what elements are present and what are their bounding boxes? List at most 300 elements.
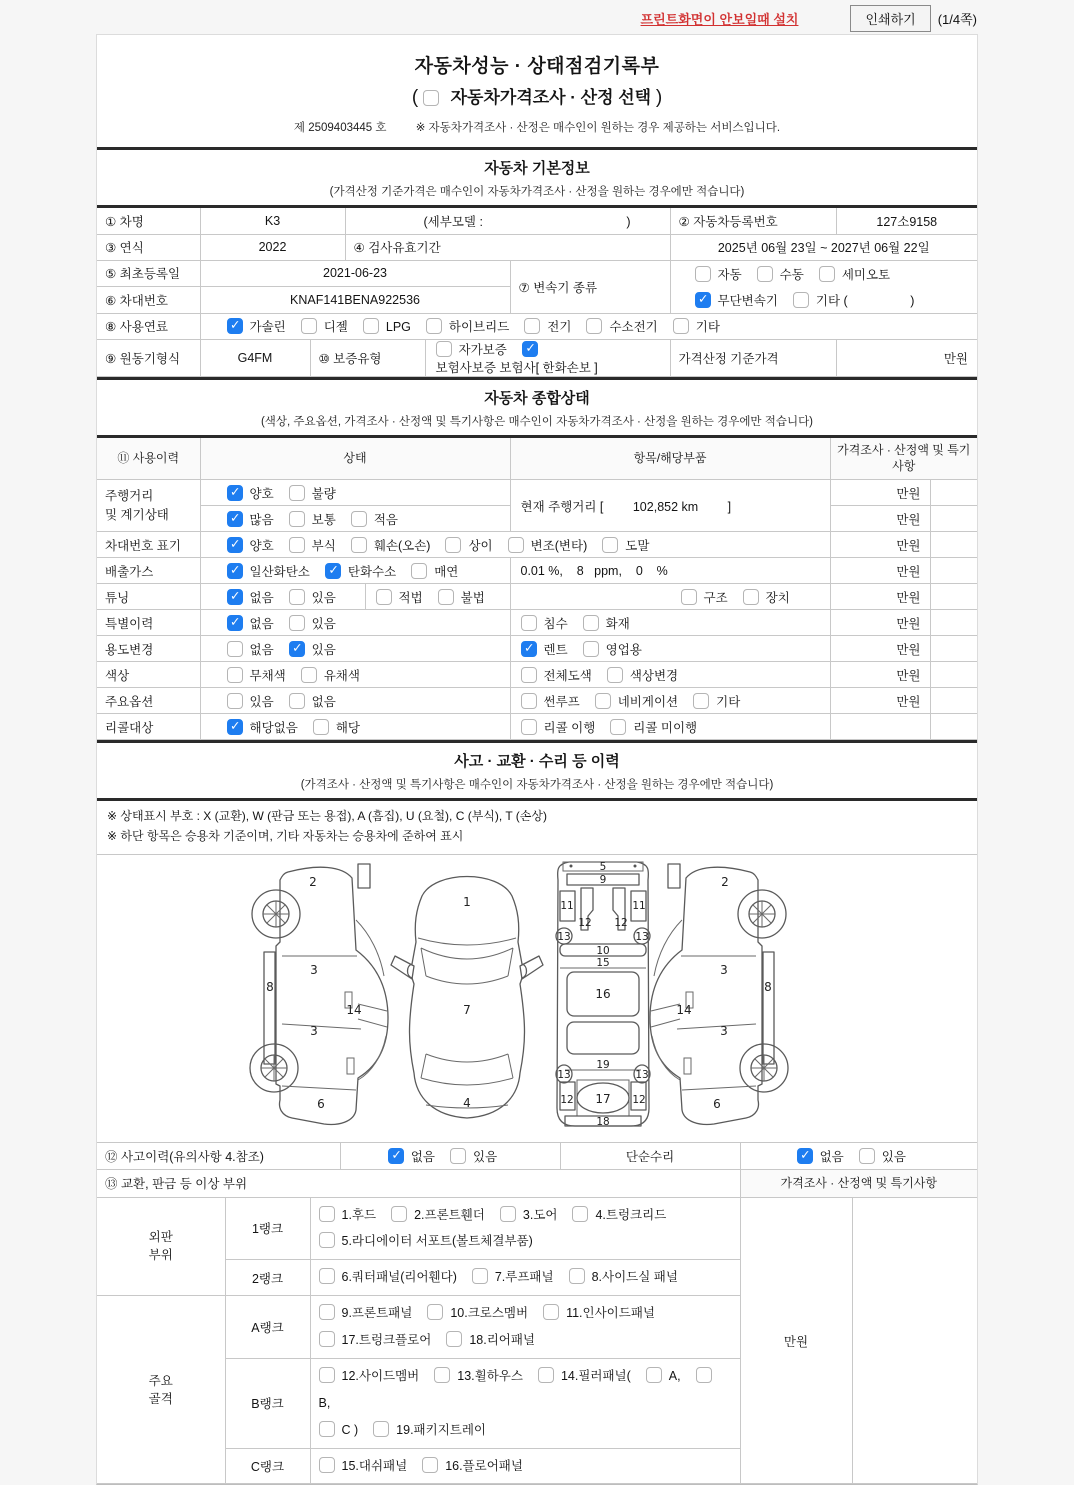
table-row xyxy=(97,260,977,287)
mileage-row-label xyxy=(97,480,200,532)
group-label-line: 부위 xyxy=(148,1248,173,1263)
accident-header xyxy=(97,740,977,801)
print-button[interactable]: 인쇄하기 xyxy=(850,5,930,32)
legend-note-1: ※ 상태표시 부호 : X (교환), W (판금 또는 용접), A (흠집), U (요철), C (부식), T (손상) xyxy=(107,809,547,823)
checkbox-label: 4.트렁크리드 xyxy=(595,1207,667,1222)
checkbox-label: 있음 xyxy=(311,616,336,631)
exterior-group-label xyxy=(97,1198,225,1296)
checkbox[interactable] xyxy=(227,589,243,605)
checkbox-label: 구조 xyxy=(703,590,728,605)
checkbox[interactable] xyxy=(673,318,689,334)
checkbox[interactable] xyxy=(313,719,329,735)
checkbox[interactable] xyxy=(569,1268,585,1284)
group-label-line: 외판 xyxy=(148,1230,173,1245)
checkbox[interactable] xyxy=(351,537,367,553)
diagram-number: 9 xyxy=(599,873,607,886)
checkbox[interactable] xyxy=(696,1367,712,1383)
checkbox[interactable] xyxy=(325,563,341,579)
checkbox[interactable] xyxy=(583,615,599,631)
diagram-number: 15 xyxy=(596,956,610,969)
checkbox[interactable] xyxy=(586,318,602,334)
paren-close: ) xyxy=(655,87,663,108)
legend-notes xyxy=(97,801,977,855)
checkbox[interactable] xyxy=(289,485,305,501)
checkbox[interactable] xyxy=(508,537,524,553)
recall-state-options xyxy=(200,714,510,740)
transmission-label: ⑦ 변속기 종류 xyxy=(510,260,670,313)
checkbox-label: 2.프론트휀더 xyxy=(414,1207,485,1222)
note-cell xyxy=(930,636,977,662)
vin-label: ⑥ 차대번호 xyxy=(97,287,200,314)
odometer-close: ] xyxy=(727,499,732,514)
checkbox-label: 수동 xyxy=(779,267,804,282)
submodel-label: (세부모델 : xyxy=(423,214,483,229)
comprehensive-subtitle: (색상, 주요옵션, 가격조사 · 산정액 및 특기사항은 매수인이 자동차가격조사 · 산정을 원하는 경우에만 적습니다) xyxy=(260,415,814,428)
usage-change-item-options xyxy=(510,636,830,662)
checkbox-label: 15.대쉬패널 xyxy=(341,1458,408,1473)
checkbox-label: 장치 xyxy=(765,590,790,605)
checkbox-label: 적음 xyxy=(373,512,398,527)
checkbox[interactable] xyxy=(524,318,540,334)
document-title: 자동차성능 · 상태점검기록부 xyxy=(414,56,660,77)
checkbox[interactable] xyxy=(227,318,243,334)
rankC-label: C랭크 xyxy=(225,1448,310,1484)
checkbox-label: 매연 xyxy=(434,564,459,579)
table-row xyxy=(97,662,977,688)
checkbox[interactable] xyxy=(695,292,711,308)
checkbox[interactable] xyxy=(521,667,537,683)
price-survey-select xyxy=(97,83,977,109)
checkbox[interactable] xyxy=(521,641,537,657)
diagram-number: 8 xyxy=(764,979,772,994)
main-option-item-options xyxy=(510,688,830,714)
checkbox-label: LPG xyxy=(385,320,411,334)
price-note-header: 가격조사 · 산정액 및 특기사항 xyxy=(740,1170,977,1197)
checkbox-label: 11.인사이드패널 xyxy=(566,1306,655,1321)
comprehensive-header xyxy=(97,377,977,438)
checkbox[interactable] xyxy=(543,1304,559,1320)
inspection-period: 2025년 06월 23일 ~ 2027년 06월 22일 xyxy=(670,234,977,260)
checkbox[interactable] xyxy=(446,1331,462,1347)
table-row xyxy=(97,234,977,260)
year-label: ③ 연식 xyxy=(97,234,200,260)
checkbox[interactable] xyxy=(227,667,243,683)
checkbox[interactable] xyxy=(595,693,611,709)
legend-note-2: ※ 하단 항목은 승용차 기준이며, 기타 자동차는 승용차에 준하여 표시 xyxy=(107,828,464,843)
simple-repair-options xyxy=(740,1143,977,1170)
col-item-part: 항목/해당부품 xyxy=(510,438,830,480)
note-cell xyxy=(830,714,930,740)
price-survey-checkbox[interactable] xyxy=(423,90,439,106)
checkbox-label: 19.패키지트레이 xyxy=(396,1422,486,1437)
checkbox-label: 3.도어 xyxy=(522,1207,558,1222)
checkbox-label: 가솔린 xyxy=(249,320,286,334)
odometer-value: 102,852 km xyxy=(632,499,699,514)
price-unit-cell: 만원 xyxy=(830,558,930,584)
basic-info-table xyxy=(97,208,977,377)
table-row xyxy=(97,532,977,558)
checkbox[interactable] xyxy=(289,693,305,709)
diagram-number: 5 xyxy=(599,860,607,873)
checkbox[interactable] xyxy=(793,292,809,308)
checkbox[interactable] xyxy=(319,1421,335,1437)
checkbox-label: 자동 xyxy=(717,267,742,282)
vin-display-label: 차대번호 표기 xyxy=(97,532,200,558)
price-survey-label: 자동차가격조사 · 산정 선택 xyxy=(450,88,652,107)
checkbox[interactable] xyxy=(434,1367,450,1383)
checkbox[interactable] xyxy=(289,537,305,553)
inspection-document xyxy=(96,34,978,1485)
car-damage-diagram xyxy=(97,855,977,1143)
transmission-options-row2 xyxy=(671,287,978,313)
mileage-label-2: 및 계기상태 xyxy=(105,507,169,522)
diagram-number: 16 xyxy=(595,986,611,1001)
fuel-label: ⑧ 사용연료 xyxy=(97,313,200,339)
checkbox[interactable] xyxy=(227,485,243,501)
checkbox[interactable] xyxy=(289,589,305,605)
checkbox[interactable] xyxy=(411,563,427,579)
price-unit-cell: 만원 xyxy=(830,610,930,636)
diagram-number: 2 xyxy=(721,874,729,889)
diagram-number: 14 xyxy=(346,1002,362,1017)
note-cell xyxy=(930,584,977,610)
checkbox[interactable] xyxy=(695,266,711,282)
comprehensive-table xyxy=(97,438,977,741)
checkbox-label: 불량 xyxy=(311,486,336,501)
toolbar xyxy=(0,0,977,34)
engine-label: ⑨ 원동기형식 xyxy=(97,339,200,376)
checkbox-label: 보험사보증 보험사[ 한화손보 ] xyxy=(435,360,598,375)
vin-value: KNAF141BENA922536 xyxy=(200,287,510,314)
diagram-number: 3 xyxy=(720,962,728,977)
table-row xyxy=(97,714,977,740)
emission-label: 배출가스 xyxy=(97,558,200,584)
checkbox[interactable] xyxy=(351,511,367,527)
main-option-state-options xyxy=(200,688,510,714)
checkbox[interactable] xyxy=(757,266,773,282)
note-cell xyxy=(930,714,977,740)
table-row xyxy=(97,1170,977,1197)
checkbox-label: 18.리어패널 xyxy=(469,1333,536,1348)
checkbox-label: 하이브리드 xyxy=(448,320,510,334)
diagram-number: 19 xyxy=(596,1058,610,1071)
price-base-label: 가격산정 기준가격 xyxy=(670,339,836,376)
checkbox[interactable] xyxy=(422,1457,438,1473)
year-value: 2022 xyxy=(200,234,345,260)
table-row xyxy=(97,610,977,636)
checkbox-label: 있음 xyxy=(249,694,274,709)
diagram-number: 12 xyxy=(578,916,592,929)
checkbox[interactable] xyxy=(572,1206,588,1222)
checkbox-label: 일산화탄소 xyxy=(249,564,310,579)
transmission-options-row1 xyxy=(671,261,978,287)
checkbox[interactable] xyxy=(301,667,317,683)
rankA-label: A랭크 xyxy=(225,1296,310,1359)
checkbox-label: 17.트렁크플로어 xyxy=(341,1333,432,1348)
table-row xyxy=(97,688,977,714)
checkbox[interactable] xyxy=(538,1367,554,1383)
rank1-options xyxy=(310,1198,740,1260)
checkbox[interactable] xyxy=(646,1367,662,1383)
car-name-label: ① 차명 xyxy=(97,208,200,234)
checkbox[interactable] xyxy=(607,667,623,683)
diagram-number: 12 xyxy=(614,916,628,929)
diagram-number: 11 xyxy=(560,899,574,912)
checkbox[interactable] xyxy=(319,1367,335,1383)
table-row xyxy=(97,1198,977,1260)
checkbox[interactable] xyxy=(388,1148,404,1164)
rank-table xyxy=(97,1198,977,1485)
checkbox-label: 12.사이드멤버 xyxy=(341,1368,420,1383)
checkbox[interactable] xyxy=(602,537,618,553)
table-row xyxy=(97,208,977,234)
checkbox[interactable] xyxy=(426,318,442,334)
tuning-legal-options xyxy=(365,584,510,610)
checkbox[interactable] xyxy=(289,511,305,527)
color-label: 색상 xyxy=(97,662,200,688)
diagram-number: 3 xyxy=(310,962,318,977)
checkbox-label: 화재 xyxy=(605,616,630,631)
checkbox[interactable] xyxy=(227,563,243,579)
checkbox[interactable] xyxy=(376,589,392,605)
emission-options xyxy=(200,558,510,584)
vin-display-options xyxy=(200,532,830,558)
checkbox[interactable] xyxy=(319,1206,335,1222)
table-row xyxy=(97,584,977,610)
checkbox[interactable] xyxy=(289,615,305,631)
color-item-options xyxy=(510,662,830,688)
checkbox-label: 적법 xyxy=(398,590,423,605)
checkbox-label: 5.라디에이터 서포트(볼트체결부품) xyxy=(341,1234,533,1249)
checkbox-label: 8.사이드실 패널 xyxy=(591,1270,678,1285)
checkbox[interactable] xyxy=(521,719,537,735)
first-reg-date: 2021-06-23 xyxy=(200,260,510,287)
rankA-options xyxy=(310,1296,740,1359)
special-history-label: 특별이력 xyxy=(97,610,200,636)
price-unit-cell: 만원 xyxy=(830,662,930,688)
checkbox-label: C ) xyxy=(341,1422,359,1437)
note-cell xyxy=(930,532,977,558)
car-diagram-svg xyxy=(230,858,790,1138)
note-cell xyxy=(930,480,977,506)
table-row xyxy=(97,558,977,584)
checkbox[interactable] xyxy=(450,1148,466,1164)
tuning-label: 튜닝 xyxy=(97,584,200,610)
checkbox[interactable] xyxy=(438,589,454,605)
checkbox-label: 렌트 xyxy=(543,642,568,657)
rankB-label: B랭크 xyxy=(225,1358,310,1448)
checkbox-label: 자가보증 xyxy=(458,342,507,357)
simple-repair-label: 단순수리 xyxy=(560,1143,740,1170)
checkbox-label: 변조(변타) xyxy=(530,538,588,553)
col-price-note: 가격조사 · 산정액 및 특기사항 xyxy=(830,438,977,480)
checkbox[interactable] xyxy=(797,1148,813,1164)
checkbox[interactable] xyxy=(373,1421,389,1437)
basic-info-header xyxy=(97,147,977,208)
submodel-close: ) xyxy=(626,214,631,229)
checkbox-label: 디젤 xyxy=(323,320,348,334)
checkbox-label: 7.루프패널 xyxy=(494,1270,554,1285)
checkbox-label: 탄화수소 xyxy=(347,564,397,579)
diagram-number: 3 xyxy=(720,1023,728,1038)
group-label-line: 주요 xyxy=(148,1373,173,1388)
diagram-number: 14 xyxy=(676,1002,692,1017)
abnormal-parts-header-table xyxy=(97,1170,977,1198)
checkbox-label: 9.프론트패널 xyxy=(341,1306,413,1321)
checkbox[interactable] xyxy=(319,1232,335,1248)
checkbox-label: 보통 xyxy=(311,512,336,527)
rankC-options xyxy=(310,1448,740,1484)
service-note: ※ 자동차가격조사 · 산정은 매수인이 원하는 경우 제공하는 서비스입니다. xyxy=(415,122,781,134)
checkbox-label: 없음 xyxy=(249,616,274,631)
diagram-number: 13 xyxy=(635,1068,649,1081)
checkbox-label: 있음 xyxy=(473,1149,498,1164)
checkbox[interactable] xyxy=(319,1304,335,1320)
col-state: 상태 xyxy=(200,438,510,480)
checkbox[interactable] xyxy=(445,537,461,553)
checkbox-label: 상이 xyxy=(468,538,493,553)
diagram-number: 4 xyxy=(463,1095,471,1110)
paren-open: ( xyxy=(411,87,419,108)
checkbox[interactable] xyxy=(227,641,243,657)
checkbox-label: 양호 xyxy=(249,486,274,501)
checkbox-label: 있음 xyxy=(311,642,336,657)
note-cell xyxy=(930,558,977,584)
special-item-options xyxy=(510,610,830,636)
checkbox[interactable] xyxy=(583,641,599,657)
recall-label: 리콜대상 xyxy=(97,714,200,740)
car-name-value: K3 xyxy=(200,208,345,234)
checkbox-label: 16.플로어패널 xyxy=(445,1458,523,1473)
checkbox-label: 기타 xyxy=(695,320,720,334)
checkbox-label: 침수 xyxy=(543,616,568,631)
checkbox[interactable] xyxy=(521,693,537,709)
checkbox-label: 10.크로스멤버 xyxy=(450,1306,529,1321)
mileage-amount-options xyxy=(200,506,510,532)
checkbox[interactable] xyxy=(227,537,243,553)
diagram-number: 3 xyxy=(310,1023,318,1038)
tuning-state-options xyxy=(200,584,365,610)
first-reg-label: ⑤ 최초등록일 xyxy=(97,260,200,287)
diagram-number: 13 xyxy=(557,930,571,943)
checkbox[interactable] xyxy=(743,589,759,605)
checkbox-label: 무단변속기 xyxy=(717,293,778,308)
fuel-options xyxy=(200,313,977,339)
checkbox[interactable] xyxy=(436,341,452,357)
checkbox[interactable] xyxy=(319,1457,335,1473)
engine-type-value: G4FM xyxy=(200,339,310,376)
rank-note-cell xyxy=(852,1198,977,1484)
rank2-options xyxy=(310,1260,740,1296)
checkbox[interactable] xyxy=(319,1331,335,1347)
checkbox[interactable] xyxy=(500,1206,516,1222)
basic-info-subtitle: (가격산정 기준가격은 매수인이 자동차가격조사 · 산정을 원하는 경우에만 적습니다) xyxy=(329,186,745,198)
accident-history-options xyxy=(340,1143,560,1170)
diagram-number: 6 xyxy=(317,1096,325,1111)
inspection-label: ④ 검사유효기간 xyxy=(345,234,670,260)
mileage-label-1: 주행거리 xyxy=(105,489,154,504)
checkbox[interactable] xyxy=(522,341,538,357)
checkbox-label: 1.후드 xyxy=(341,1207,377,1222)
rankB-options xyxy=(310,1358,740,1448)
note-cell xyxy=(930,610,977,636)
checkbox[interactable] xyxy=(610,719,626,735)
diagram-number: 6 xyxy=(713,1096,721,1111)
mileage-state-options xyxy=(200,480,510,506)
diagram-number: 12 xyxy=(632,1093,646,1106)
accident-history-table xyxy=(97,1143,977,1171)
diagram-number: 12 xyxy=(560,1093,574,1106)
diagram-number: 2 xyxy=(309,874,317,889)
note-cell xyxy=(930,688,977,714)
price-unit-cell: 만원 xyxy=(830,532,930,558)
checkbox-label: 유채색 xyxy=(323,668,360,683)
checkbox-label: 리콜 이행 xyxy=(543,720,596,735)
odometer-cell xyxy=(510,480,830,532)
checkbox[interactable] xyxy=(859,1148,875,1164)
checkbox[interactable] xyxy=(427,1304,443,1320)
checkbox-label: 양호 xyxy=(249,538,274,553)
checkbox-label: 있음 xyxy=(881,1149,906,1164)
document-meta xyxy=(97,119,977,135)
checkbox-label: 14.필러패널( xyxy=(560,1368,631,1383)
checkbox-label: 기타 xyxy=(716,694,741,709)
document-header xyxy=(97,35,977,147)
usage-change-label: 용도변경 xyxy=(97,636,200,662)
checkbox[interactable] xyxy=(521,615,537,631)
price-unit-cell: 만원 xyxy=(830,636,930,662)
checkbox[interactable] xyxy=(289,641,305,657)
checkbox[interactable] xyxy=(227,511,243,527)
checkbox-label: 영업용 xyxy=(605,642,642,657)
odometer-prefix: 현재 주행거리 [ xyxy=(520,499,604,514)
checkbox-label: 없음 xyxy=(249,590,274,605)
checkbox-label: 썬루프 xyxy=(543,694,580,709)
warranty-options xyxy=(425,339,670,376)
checkbox[interactable] xyxy=(472,1268,488,1284)
checkbox[interactable] xyxy=(681,589,697,605)
main-option-label: 주요옵션 xyxy=(97,688,200,714)
checkbox-label: 13.휠하우스 xyxy=(457,1368,523,1383)
transmission-options xyxy=(670,260,977,313)
table-row xyxy=(97,339,977,376)
checkbox[interactable] xyxy=(319,1268,335,1284)
checkbox[interactable] xyxy=(391,1206,407,1222)
checkbox-label: 수소전기 xyxy=(609,320,658,334)
checkbox[interactable] xyxy=(693,693,709,709)
diagram-number: 8 xyxy=(266,979,274,994)
abnormal-parts-label: ⑬ 교환, 판금 등 이상 부위 xyxy=(97,1170,740,1197)
checkbox-label: 훼손(오손) xyxy=(373,538,431,553)
rank1-label: 1랭크 xyxy=(225,1198,310,1260)
print-install-link[interactable]: 프린트화면이 안보일때 설치 xyxy=(640,12,799,27)
price-base-unit: 만원 xyxy=(836,339,977,376)
checkbox[interactable] xyxy=(363,318,379,334)
checkbox-label: B, xyxy=(318,1395,331,1410)
checkbox-label: 해당없음 xyxy=(249,720,298,735)
usage-change-state-options xyxy=(200,636,510,662)
checkbox-label: 없음 xyxy=(410,1149,435,1164)
note-cell xyxy=(930,662,977,688)
checkbox-label: 없음 xyxy=(819,1149,844,1164)
checkbox[interactable] xyxy=(301,318,317,334)
diagram-number: 1 xyxy=(463,894,471,909)
checkbox[interactable] xyxy=(819,266,835,282)
checkbox[interactable] xyxy=(227,719,243,735)
table-row xyxy=(97,1143,977,1170)
checkbox[interactable] xyxy=(227,615,243,631)
checkbox[interactable] xyxy=(227,693,243,709)
